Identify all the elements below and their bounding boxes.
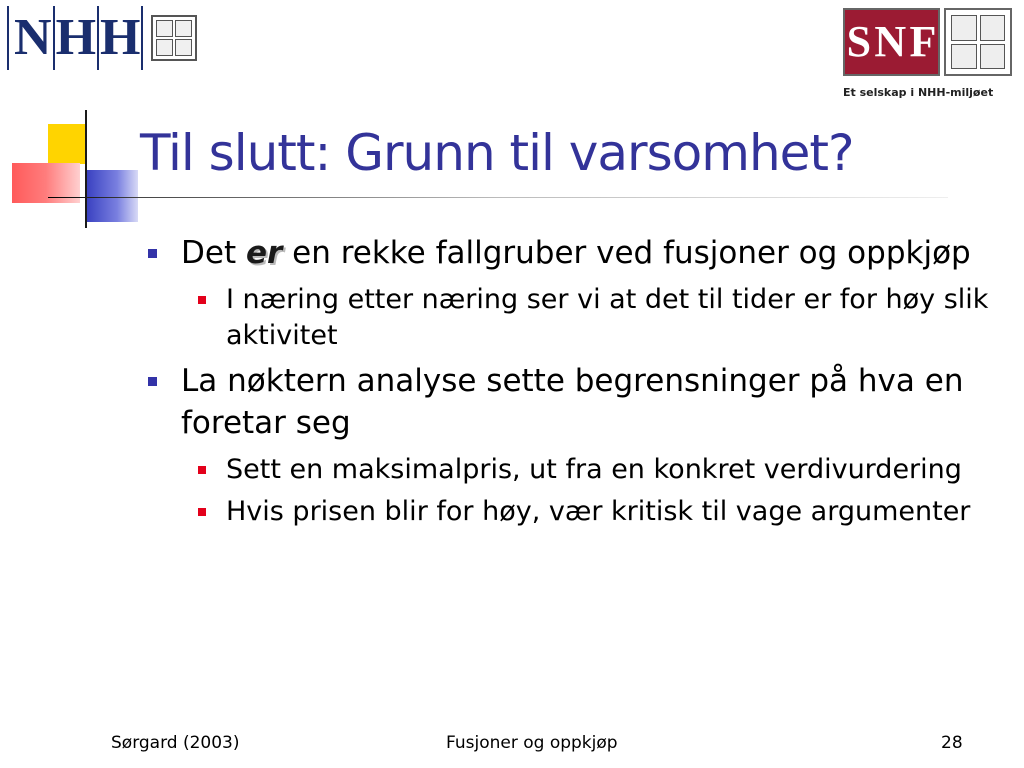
decor-blue-square: [86, 170, 138, 222]
square-bullet-icon: [198, 508, 206, 516]
slide-body: [140, 232, 1000, 536]
emphasis-text: er: [245, 235, 283, 271]
sub-bullet-item: I næring etter næring ser vi at det til tider er for høy slik aktivitet: [140, 282, 1000, 354]
sub-bullet-item: Sett en maksimalpris, ut fra en konkret verdivurdering: [140, 452, 1000, 488]
footer-author: Sørgard (2003): [111, 733, 240, 753]
footer-topic: Fusjoner og oppkjøp: [446, 733, 618, 753]
bullet-item: Det er en rekke fallgruber ved fusjoner og oppkjøp: [140, 232, 1000, 274]
square-bullet-icon: [148, 377, 157, 386]
bullet-item: La nøktern analyse sette begrensninger på hva en foretar seg: [140, 360, 1000, 444]
square-bullet-icon: [198, 466, 206, 474]
sub-bullet-item: Hvis prisen blir for høy, vær kritisk til vage argumenter: [140, 494, 1000, 530]
snf-tagline: Et selskap i NHH-miljøet: [843, 86, 994, 99]
snf-logo: [843, 8, 1012, 99]
slide-title: Til slutt: Grunn til varsomhet?: [140, 124, 854, 182]
decor-vertical-line: [85, 110, 87, 228]
nhh-logo: [7, 6, 197, 70]
slide-number: 28: [941, 733, 963, 753]
nhh-crest-icon: [151, 15, 197, 61]
snf-wordmark: S N F: [843, 8, 940, 76]
square-bullet-icon: [148, 249, 157, 258]
snf-crest-icon: [944, 8, 1012, 76]
nhh-wordmark: NHH: [7, 6, 143, 70]
square-bullet-icon: [198, 296, 206, 304]
title-divider: [48, 197, 948, 198]
decor-yellow-square: [48, 124, 86, 164]
